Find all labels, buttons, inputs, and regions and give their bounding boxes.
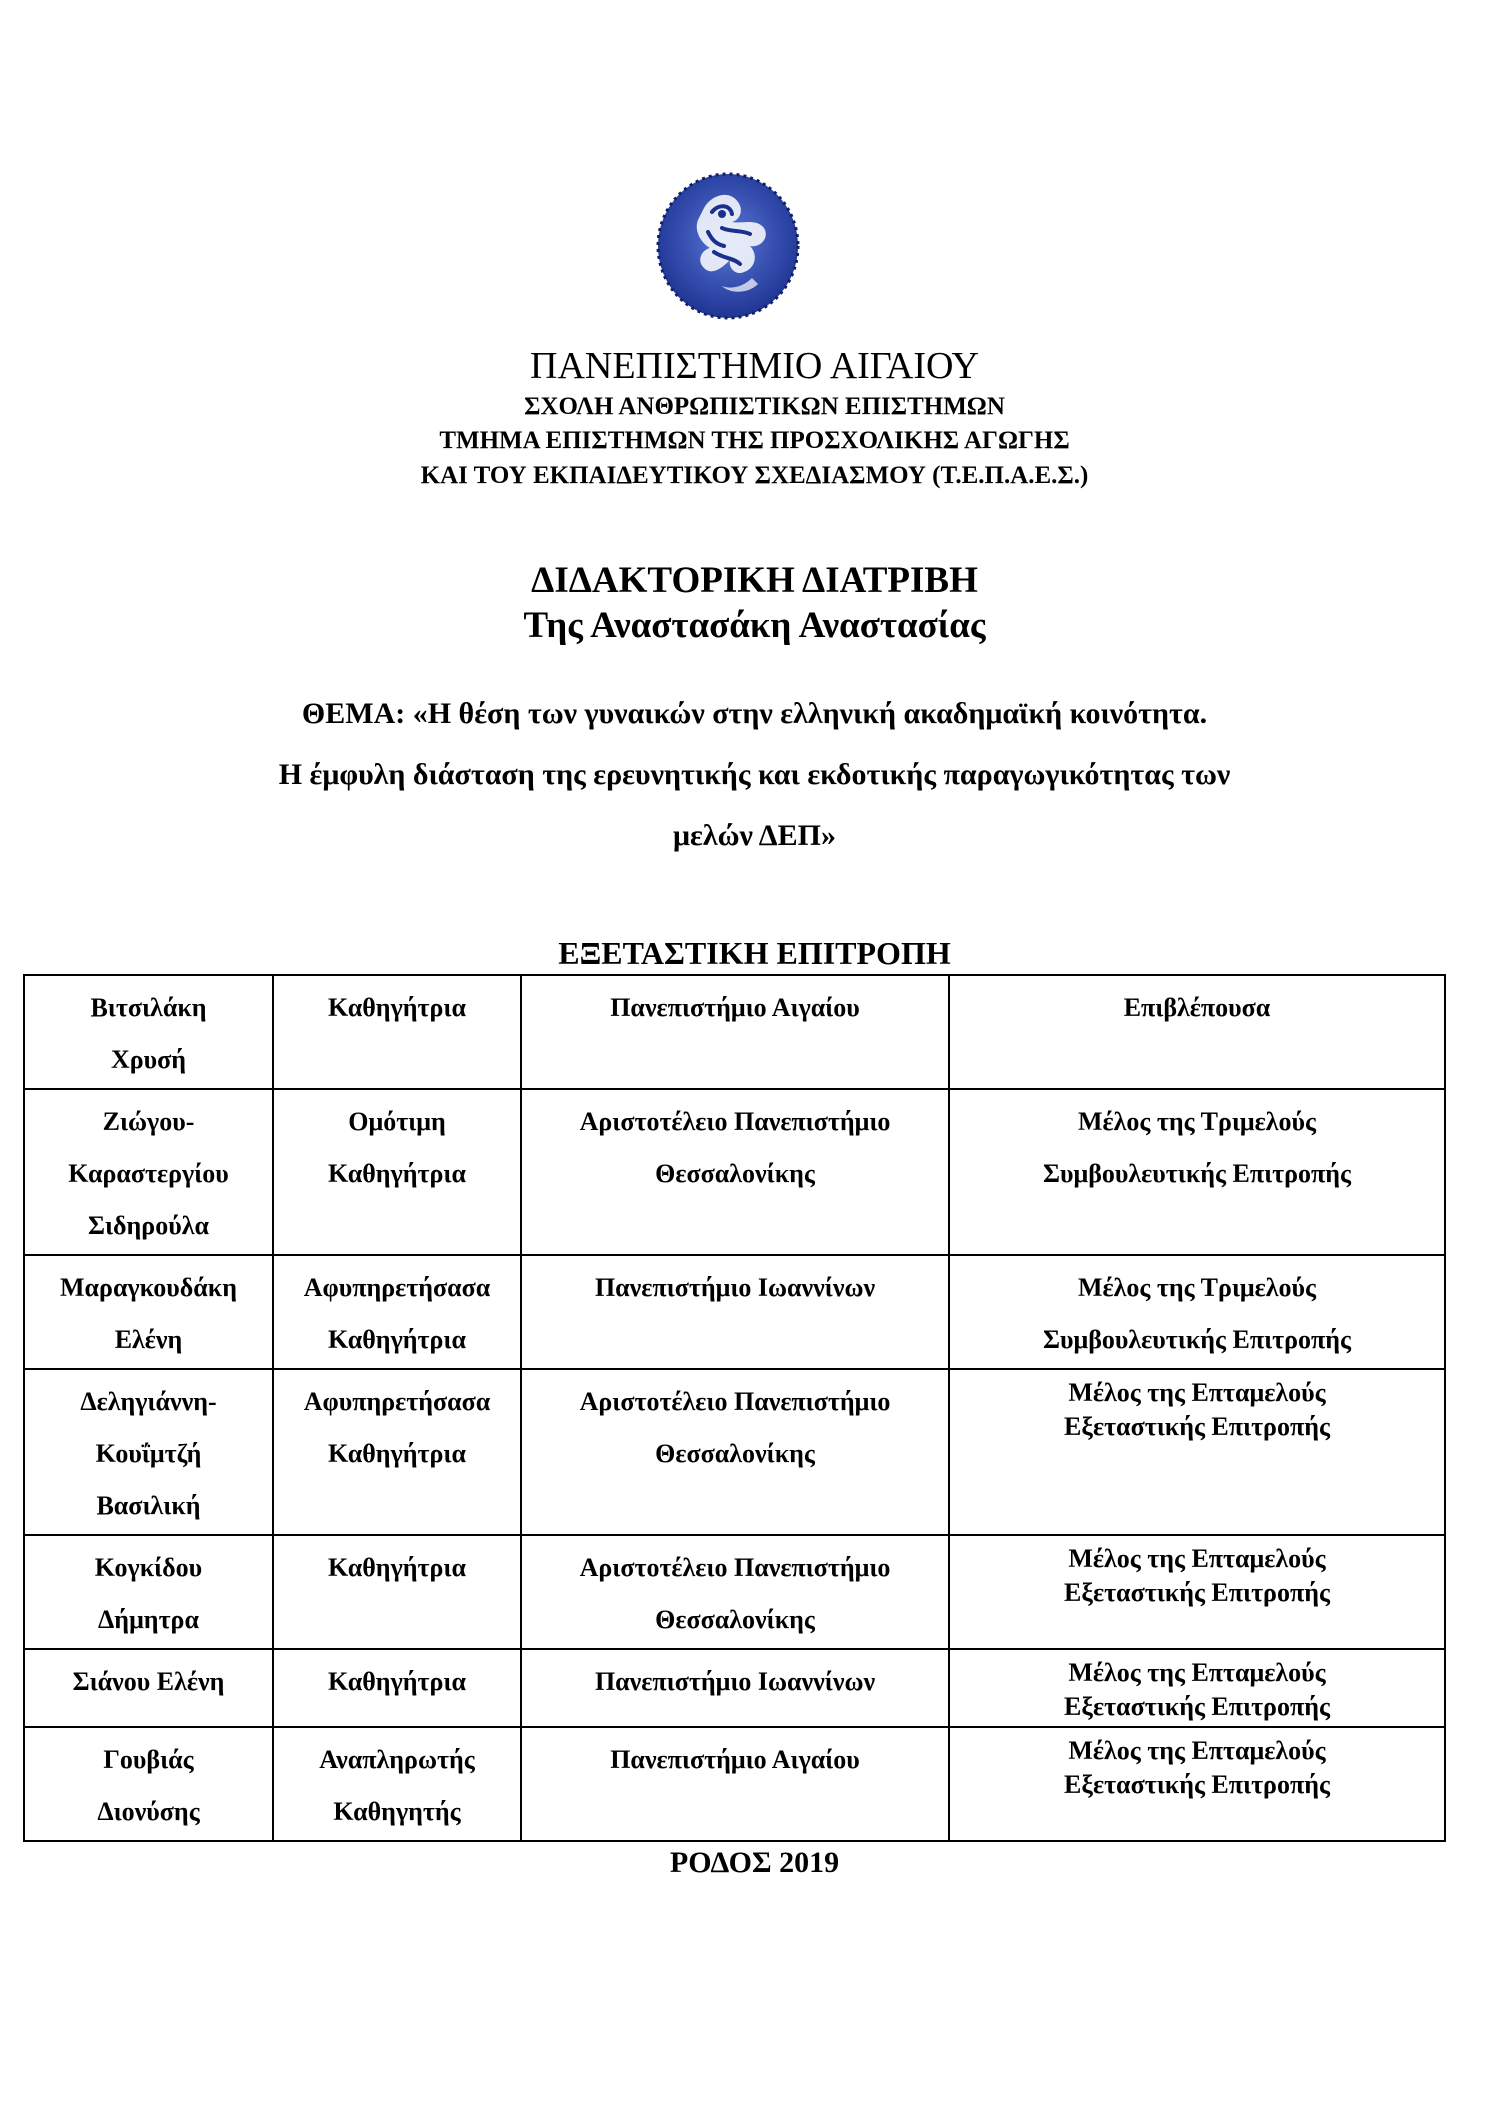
member-rank-line: Καθηγήτρια [328, 993, 466, 1022]
member-role-cell [949, 1535, 1445, 1649]
thesis-type: ΔΙΔΑΚΤΟΡΙΚΗ ΔΙΑΤΡΙΒΗ [531, 560, 978, 601]
member-rank-line: Αφυπηρετήσασα [303, 1387, 491, 1416]
member-rank-line: Ομότιμη [348, 1107, 446, 1136]
thesis-topic-line-3: μελών ΔΕΠ» [673, 819, 836, 852]
member-name-line: Ελένη [114, 1325, 183, 1354]
member-rank-cell [273, 1369, 521, 1535]
member-rank-line: Καθηγήτρια [328, 1325, 466, 1354]
member-university-line: Αριστοτέλειο Πανεπιστήμιο [579, 1553, 891, 1582]
member-rank-line: Καθηγήτρια [328, 1553, 466, 1582]
member-name-line: Σιδηρούλα [87, 1211, 209, 1240]
member-role-cell [949, 975, 1445, 1089]
member-role-cell [949, 1089, 1445, 1255]
member-university-line: Πανεπιστήμιο Ιωαννίνων [594, 1273, 876, 1302]
member-rank-cell [273, 1255, 521, 1369]
member-university-line: Πανεπιστήμιο Ιωαννίνων [594, 1667, 876, 1696]
member-role-line: Μέλος της Τριμελούς [1077, 1273, 1317, 1302]
member-name-cell [24, 1255, 273, 1369]
member-name-cell [24, 1369, 273, 1535]
committee-table [23, 974, 1446, 1842]
university-seal-icon [652, 168, 804, 320]
table-row [24, 975, 1445, 1089]
member-university-line: Πανεπιστήμιο Αιγαίου [610, 1745, 860, 1774]
member-role-line: Μέλος της Επταμελούς [1068, 1658, 1326, 1687]
member-role-cell [949, 1255, 1445, 1369]
member-role-line: Μέλος της Επταμελούς [1068, 1736, 1326, 1765]
member-rank-cell [273, 1535, 521, 1649]
member-role-line: Εξεταστικής Επιτροπής [1064, 1692, 1330, 1721]
member-name-line: Ζιώγου- [102, 1107, 195, 1136]
committee-title: ΕΞΕΤΑΣΤΙΚΗ ΕΠΙΤΡΟΠΗ [558, 935, 951, 971]
member-name-line: Βασιλική [96, 1491, 201, 1520]
member-rank-line: Καθηγήτρια [328, 1159, 466, 1188]
member-role-cell [949, 1369, 1445, 1535]
table-row [24, 1727, 1445, 1841]
member-university-line: Αριστοτέλειο Πανεπιστήμιο [579, 1107, 891, 1136]
member-university-line: Αριστοτέλειο Πανεπιστήμιο [579, 1387, 891, 1416]
member-role-line: Εξεταστικής Επιτροπής [1064, 1412, 1330, 1441]
member-role-line: Συμβουλευτικής Επιτροπής [1042, 1159, 1352, 1188]
member-university-cell [521, 1727, 949, 1841]
member-role-line: Συμβουλευτικής Επιτροπής [1042, 1325, 1352, 1354]
member-name-line: Καραστεργίου [68, 1159, 229, 1188]
member-rank-cell [273, 1727, 521, 1841]
member-role-line: Εξεταστικής Επιτροπής [1064, 1770, 1330, 1799]
member-role-cell [949, 1649, 1445, 1727]
table-row [24, 1089, 1445, 1255]
school-name: ΣΧΟΛΗ ΑΝΘΡΩΠΙΣΤΙΚΩΝ ΕΠΙΣΤΗΜΩΝ [524, 393, 1005, 420]
member-university-cell [521, 1089, 949, 1255]
member-name-line: Βιτσιλάκη [90, 993, 207, 1022]
member-university-cell [521, 1649, 949, 1727]
member-university-line: Θεσσαλονίκης [655, 1439, 815, 1468]
table-row [24, 1649, 1445, 1727]
member-role-line: Μέλος της Επταμελούς [1068, 1544, 1326, 1573]
member-university-line: Πανεπιστήμιο Αιγαίου [610, 993, 860, 1022]
member-name-cell [24, 1649, 273, 1727]
member-name-line: Κουΐμτζή [95, 1439, 202, 1468]
member-name-line: Κογκίδου [94, 1553, 203, 1582]
member-rank-cell [273, 975, 521, 1089]
member-name-line: Μαραγκουδάκη [59, 1273, 238, 1302]
department-line-1: ΤΜΗΜΑ ΕΠΙΣΤΗΜΩΝ ΤΗΣ ΠΡΟΣΧΟΛΙΚΗΣ ΑΓΩΓΗΣ [439, 427, 1070, 454]
member-name-line: Δήμητρα [98, 1605, 199, 1634]
member-name-line: Σιάνου Ελένη [72, 1667, 225, 1696]
member-rank-line: Αναπληρωτής [319, 1745, 475, 1774]
member-university-cell [521, 975, 949, 1089]
member-rank-line: Καθηγητής [333, 1797, 461, 1826]
member-rank-line: Καθηγήτρια [328, 1439, 466, 1468]
member-name-cell [24, 975, 273, 1089]
member-name-cell [24, 1089, 273, 1255]
member-university-cell [521, 1369, 949, 1535]
member-rank-line: Καθηγήτρια [328, 1667, 466, 1696]
thesis-author: Της Αναστασάκη Αναστασίας [523, 605, 986, 646]
table-row [24, 1255, 1445, 1369]
table-row [24, 1535, 1445, 1649]
member-university-line: Θεσσαλονίκης [655, 1159, 815, 1188]
place-year: ΡΟΔΟΣ 2019 [669, 1846, 840, 1879]
member-role-line: Επιβλέπουσα [1123, 993, 1271, 1022]
member-university-cell [521, 1535, 949, 1649]
member-name-line: Δεληγιάννη- [80, 1387, 217, 1416]
table-row [24, 1369, 1445, 1535]
member-name-line: Γουβιάς [103, 1745, 194, 1774]
member-name-line: Χρυσή [110, 1045, 187, 1074]
department-line-2: ΚΑΙ ΤΟΥ ΕΚΠΑΙΔΕΥΤΙΚΟΥ ΣΧΕΔΙΑΣΜΟΥ (Τ.Ε.Π.Α.Ε.Σ.) [420, 462, 1089, 489]
member-name-line: Διονύσης [97, 1797, 200, 1826]
member-name-cell [24, 1535, 273, 1649]
committee-table-body [24, 975, 1445, 1841]
member-role-line: Μέλος της Επταμελούς [1068, 1378, 1326, 1407]
member-role-line: Μέλος της Τριμελούς [1077, 1107, 1317, 1136]
member-rank-cell [273, 1649, 521, 1727]
university-name: ΠΑΝΕΠΙΣΤΗΜΙΟ ΑΙΓΑΙΟΥ [530, 345, 979, 387]
member-role-cell [949, 1727, 1445, 1841]
member-university-cell [521, 1255, 949, 1369]
member-university-line: Θεσσαλονίκης [655, 1605, 815, 1634]
member-rank-cell [273, 1089, 521, 1255]
member-name-cell [24, 1727, 273, 1841]
member-rank-line: Αφυπηρετήσασα [303, 1273, 491, 1302]
thesis-topic-line-2: Η έμφυλη διάσταση της ερευνητικής και εκδοτικής παραγωγικότητας των [278, 758, 1231, 791]
thesis-topic-line-1: ΘΕΜΑ: «Η θέση των γυναικών στην ελληνική ακαδημαϊκή κοινότητα. [301, 697, 1208, 730]
member-role-line: Εξεταστικής Επιτροπής [1064, 1578, 1330, 1607]
